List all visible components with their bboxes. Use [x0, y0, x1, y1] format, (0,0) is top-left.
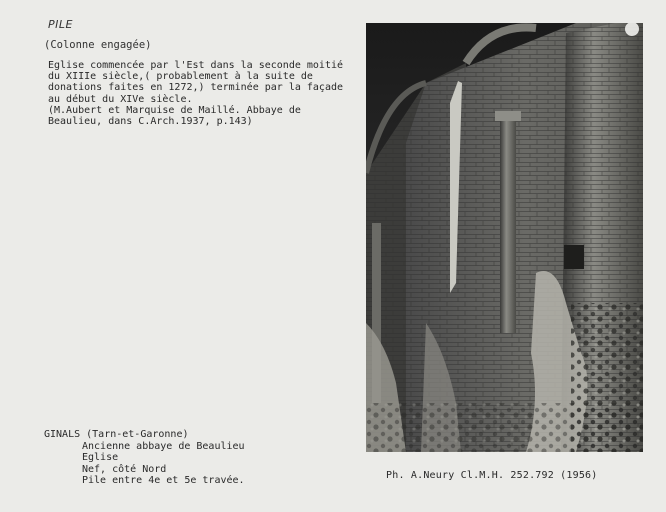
photograph-image	[366, 23, 643, 452]
handwritten-note: PILE	[48, 18, 73, 31]
location-block	[44, 429, 245, 487]
location-line: Nef, côté Nord	[82, 463, 167, 475]
location-place: GINALS (Tarn-et-Garonne)	[44, 429, 189, 440]
location-line: Eglise	[82, 452, 119, 464]
location-line: Ancienne abbaye de Beaulieu	[82, 440, 245, 452]
category-label: (Colonne engagée)	[44, 39, 152, 51]
photo-credit: Ph. A.Neury Cl.M.H. 252.792 (1956)	[386, 470, 598, 481]
description-text: Eglise commencée par l'Est dans la seconde moitié du XIIIe siècle,( probablement à la suite de donations faites en 1272,) terminée par la façade au début du XIVe siècle. (M.Aubert et Marquise de Maillé. Abbaye de Beaulieu, dans C.Arch.1937, p.143)	[48, 60, 344, 128]
photograph	[366, 23, 643, 452]
location-line: Pile entre 4e et 5e travée.	[82, 475, 245, 487]
